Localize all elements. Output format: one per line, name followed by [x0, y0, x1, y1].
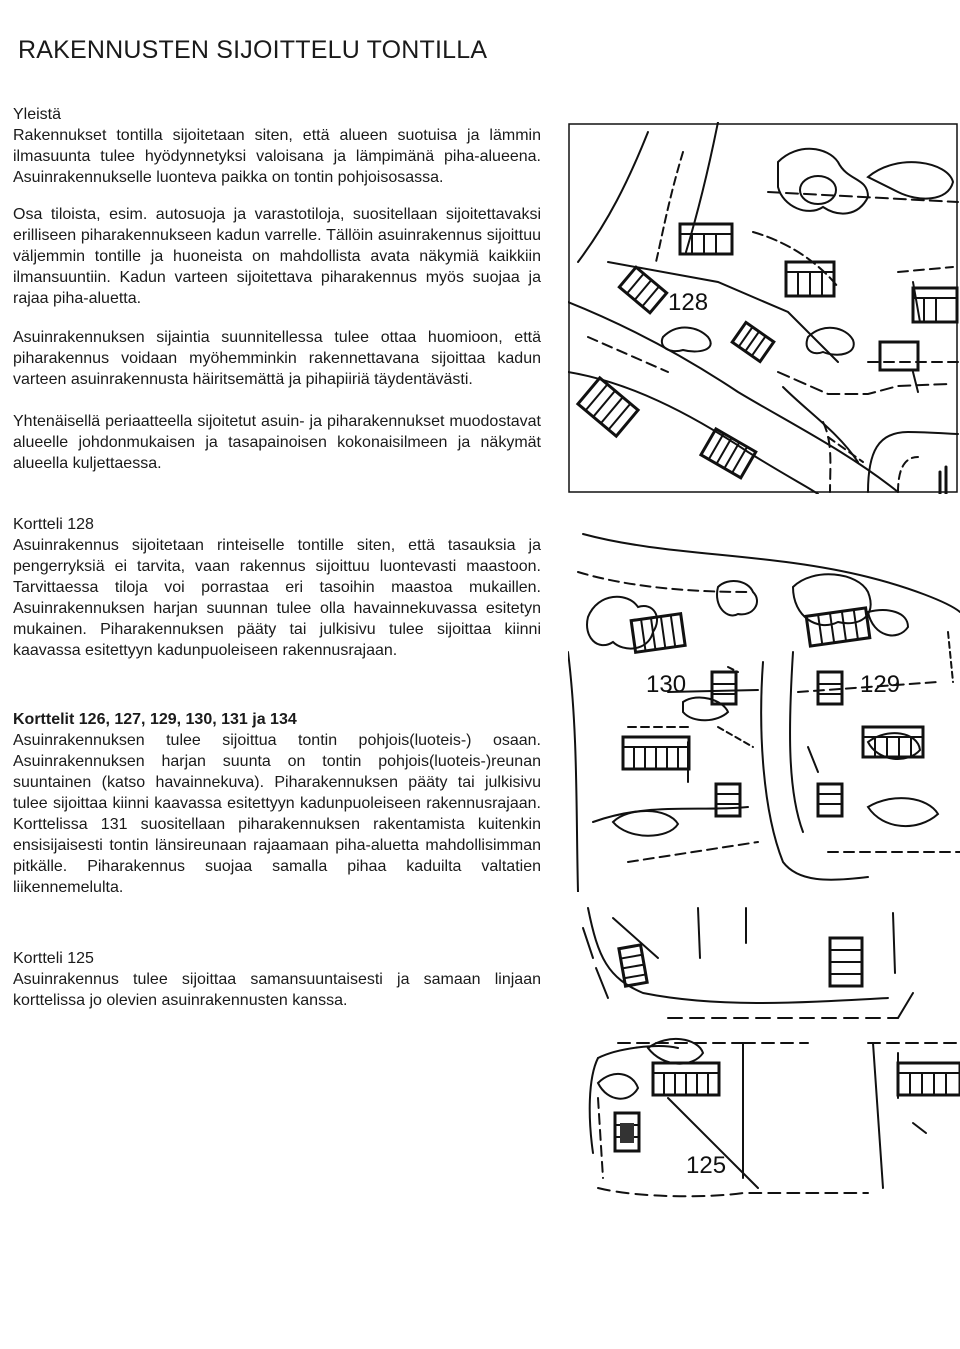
site-plan-129-130: [568, 532, 960, 892]
paragraph-sijainti: Asuinrakennuksen sijaintia suunnitellessa tulee ottaa huomioon, että piharakennus voidaan myöhemminkin rakennettavana sijoittaa kadun varteen asuinrakennusta häiritsemättä ja pihapiiriä täydentävästi.: [13, 329, 541, 388]
plot-line: [893, 913, 895, 973]
plot-line: [898, 993, 913, 1018]
tree-cluster: [662, 328, 711, 352]
plot-line: [913, 372, 918, 392]
garage-rotated: [619, 267, 666, 313]
plot-line: [698, 908, 700, 958]
plot-line: [628, 842, 758, 862]
path-line: [608, 262, 838, 362]
house: [863, 727, 923, 757]
house: [680, 224, 732, 254]
paragraph-yhtenaisyys: Yhtenäisellä periaatteella sijoitetut asuin- ja piharakennukset muodostavat alueelle johdonmukaisen ja tasapainoisen kokonaisilmeen ja näkymät alueella kuljettaessa.: [13, 413, 541, 472]
garage-lines: [627, 274, 659, 307]
page-title: RAKENNUSTEN SIJOITTELU TONTILLA: [18, 36, 488, 64]
plot-line: [898, 457, 918, 492]
section-heading: Korttelit 126, 127, 129, 130, 131 ja 134: [13, 711, 297, 728]
plot-line: [873, 1043, 883, 1188]
road-edge: [568, 652, 578, 892]
garage-fill: [620, 1123, 634, 1143]
house: [880, 342, 918, 370]
site-plan-128: [568, 122, 960, 494]
plot-line: [768, 192, 958, 202]
garage: [712, 672, 736, 704]
house-roof-lines: [786, 272, 834, 296]
section-body: Asuinrakennuksen tulee sijoittua tontin pohjois(luoteis-) osaan. Asuinrakennuksen harjan suunta on tontin pohjois(luoteis-)reunan suuntainen (katso havainnekuva). Piharakennuksen pääty tai julkisivu tulee sijoittaa kiinni kaavassa esitettyyn kadunpuoleiseen rakennusrajaan. Korttelissa 131 suositellaan piharakennuksen rakentamista kuitenkin ensisijaisesti tontin länsireunaan rajaamaan piha-aluetta mahdollisimman pitkälle. Piharakennus suojaa samalla pihaa kaduilta valtatien liikennemelulta.: [13, 732, 541, 896]
road-edge: [568, 302, 898, 492]
house-roof-lines: [653, 1073, 719, 1095]
plot-line: [598, 1098, 603, 1178]
plot-line: [948, 632, 953, 682]
house-roof-lines: [623, 747, 689, 769]
plot-line: [578, 572, 748, 592]
tree-cluster: [868, 162, 953, 198]
road-edge: [761, 662, 868, 880]
section-heading: Kortteli 125: [13, 950, 94, 967]
section-heading: Yleistä: [13, 106, 62, 123]
fence: [940, 467, 946, 494]
section-body: Asuinrakennus tulee sijoittaa samansuuntaisesti ja samaan linjaan korttelissa jo olevien asuinrakennusten kanssa.: [13, 971, 541, 1009]
tree-cluster: [683, 697, 728, 720]
plot-line: [898, 267, 953, 272]
tree-cluster: [868, 610, 908, 635]
plot-line: [598, 1188, 868, 1196]
section-body: Rakennukset tontilla sijoitetaan siten, että alueen suotuisa ja lämmin ilmasuunta tulee hyödynnetyksi valoisana ja lämpimänä piha-alueena. Asuinrakennukselle luonteva paikka on tontin pohjoisosassa.: [13, 127, 541, 186]
section-korttelit: [13, 709, 541, 898]
block-number-label: 130: [646, 671, 687, 698]
road-edge: [590, 1058, 598, 1153]
garage: [716, 784, 740, 816]
block-number-label: 125: [686, 1152, 727, 1179]
garage-lines: [712, 684, 736, 694]
garage-rotated: [732, 322, 774, 361]
road-edge: [598, 1046, 678, 1058]
plot-line: [718, 727, 753, 747]
garage-rotated: [578, 378, 638, 436]
section-kortteli-125: [13, 948, 541, 1011]
road-edge: [583, 534, 960, 612]
garage-lines: [818, 794, 842, 804]
garage: [701, 429, 756, 478]
tree-cluster: [807, 328, 854, 355]
site-plan-125: [568, 898, 960, 1318]
section-heading: Kortteli 128: [13, 516, 94, 533]
road-edge: [790, 652, 803, 832]
garage: [818, 784, 842, 816]
road-edge: [568, 372, 818, 494]
text-column: [13, 104, 541, 1031]
road-edge: [578, 132, 648, 262]
tree-cluster: [793, 574, 871, 625]
section-kortteli-128: [13, 514, 541, 661]
plot-line: [828, 437, 863, 462]
tree-cluster: [587, 597, 657, 649]
house: [898, 1063, 960, 1095]
garage: [578, 378, 638, 436]
tree-cluster: [613, 811, 678, 836]
section-body: Asuinrakennus sijoitetaan rinteiselle tontille siten, että tasauksia ja pengerryksiä ei tarvita, vaan rakennus sijoittuu luontevasti maastoon. Tarvittaessa tiloja voi porrastaa eri tasoihin maastoa mukaillen. Asuinrakennuksen harjan suunnan tulee olla havainnekuvassa esitetyn mukainen. Piharakennuksen pääty tai julkisivu tulee sijoittaa kiinni kaavassa esitettyyn kadunpuoleiseen rakennusrajaan.: [13, 537, 541, 659]
tree-cluster: [598, 1074, 638, 1099]
garage-lines: [739, 327, 766, 356]
block-number-label: 129: [860, 671, 901, 698]
paragraph-piharakennus: Osa tiloista, esim. autosuoja ja varastotiloja, suositellaan sijoitettavaksi erilliseen piharakennukseen kadun varrelle. Tällöin asuinrakennus sijoittuu väljemmin tontille ja huoneista on mahdollista avata näkymiä kaikkiin ilmansuuntiin. Kadun varteen sijoitettava piharakennus myös suojaa ja rajaa piha-aluetta.: [13, 206, 541, 307]
house: [806, 608, 870, 646]
garage-rotated: [619, 945, 647, 986]
section-yleista: [13, 104, 541, 188]
plot-line: [753, 232, 838, 287]
block-number-label: 128: [668, 289, 709, 316]
garage-rotated: [701, 429, 756, 478]
plot-line: [808, 747, 818, 772]
garage-lines: [716, 794, 740, 804]
garage-lines: [586, 384, 631, 429]
house-roof-lines: [898, 1073, 960, 1095]
plot-line: [823, 422, 830, 492]
tree-cluster: [717, 581, 757, 615]
house-roof-lines: [830, 950, 862, 974]
garage: [818, 672, 842, 704]
tree-cluster: [868, 798, 938, 826]
plot-line: [913, 1123, 926, 1133]
road-edge: [686, 122, 718, 252]
plot-line: [778, 372, 948, 394]
tree-cluster: [800, 176, 836, 204]
